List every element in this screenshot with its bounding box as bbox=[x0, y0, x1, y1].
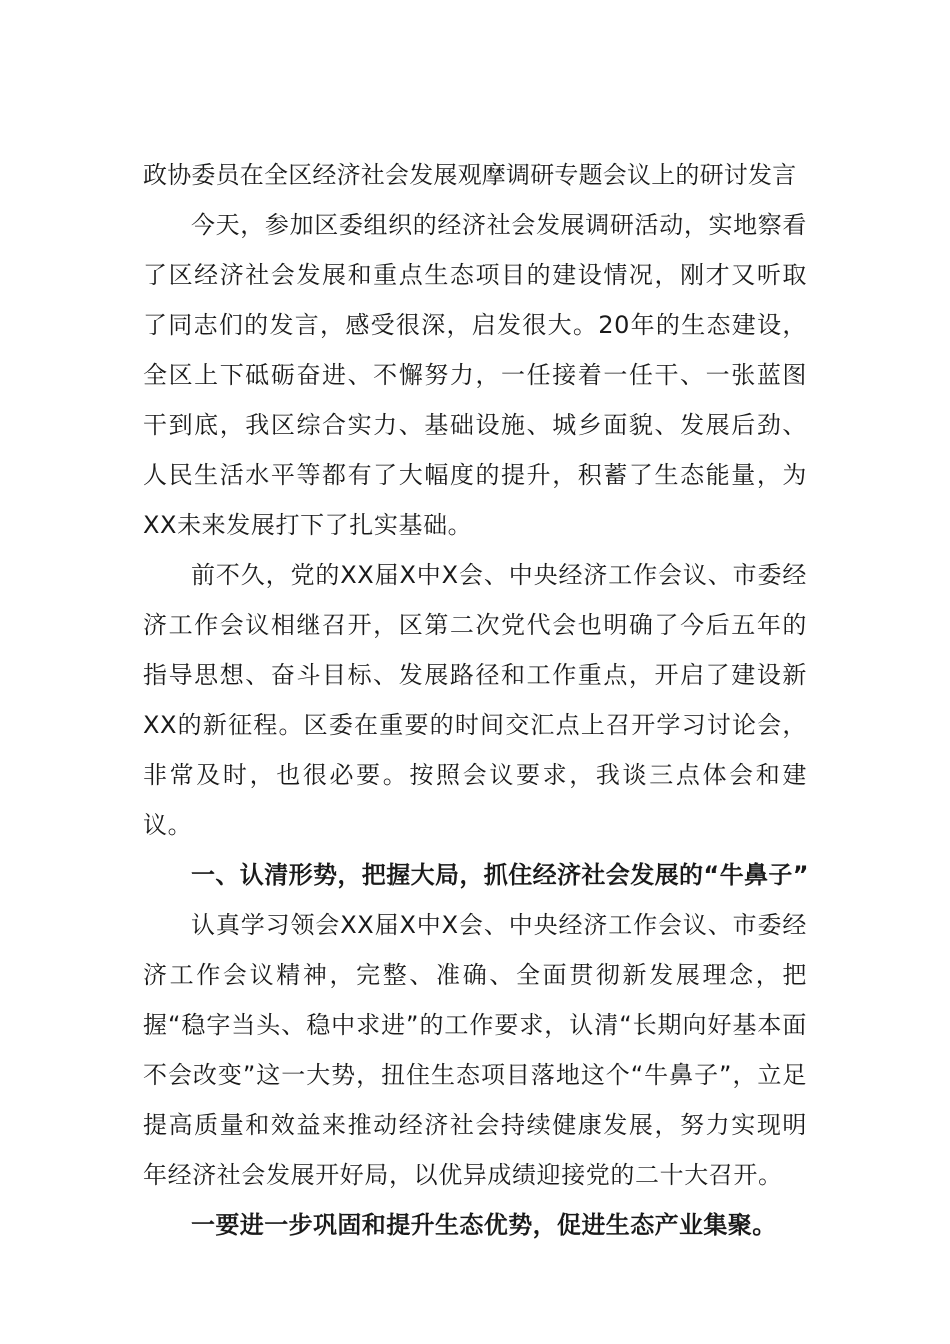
document-title: 政协委员在全区经济社会发展观摩调研专题会议上的研讨发言 bbox=[143, 161, 797, 189]
section-heading-1: 一、认清形势，把握大局，抓住经济社会发展的“牛鼻子” bbox=[191, 861, 809, 889]
paragraph-section-1: 认真学习领会XX届X中X会、中央经济工作会议、市委经济工作会议精神，完整、准确、全面贯彻新发展理念，把握“稳字当头、稳中求进”的工作要求，认清“长期向好基本面不会改变”这一大势，扭住生态项目落地这个“牛鼻子”，立足提高质量和效益来推动经济社会持续健康发展，努力实现明年经济社会发展开好局，以优异成绩迎接党的二十大召开。 bbox=[143, 911, 807, 1189]
paragraph-intro: 今天，参加区委组织的经济社会发展调研活动，实地察看了区经济社会发展和重点生态项目的建设情况，刚才又听取了同志们的发言，感受很深，启发很大。20年的生态建设，全区上下砥砺奋进、不懈努力，一任接着一任干、一张蓝图干到底，我区综合实力、基础设施、城乡面貌、发展后劲、人民生活水平等都有了大幅度的提升，积蓄了生态能量，为XX未来发展打下了扎实基础。 bbox=[143, 211, 807, 539]
document-body bbox=[143, 150, 807, 1250]
subheading-1: 一要进一步巩固和提升生态优势，促进生态产业集聚。 bbox=[191, 1211, 777, 1239]
paragraph-context: 前不久，党的XX届X中X会、中央经济工作会议、市委经济工作会议相继召开，区第二次党代会也明确了今后五年的指导思想、奋斗目标、发展路径和工作重点，开启了建设新XX的新征程。区委在重要的时间交汇点上召开学习讨论会，非常及时，也很必要。按照会议要求，我谈三点体会和建议。 bbox=[143, 561, 807, 839]
